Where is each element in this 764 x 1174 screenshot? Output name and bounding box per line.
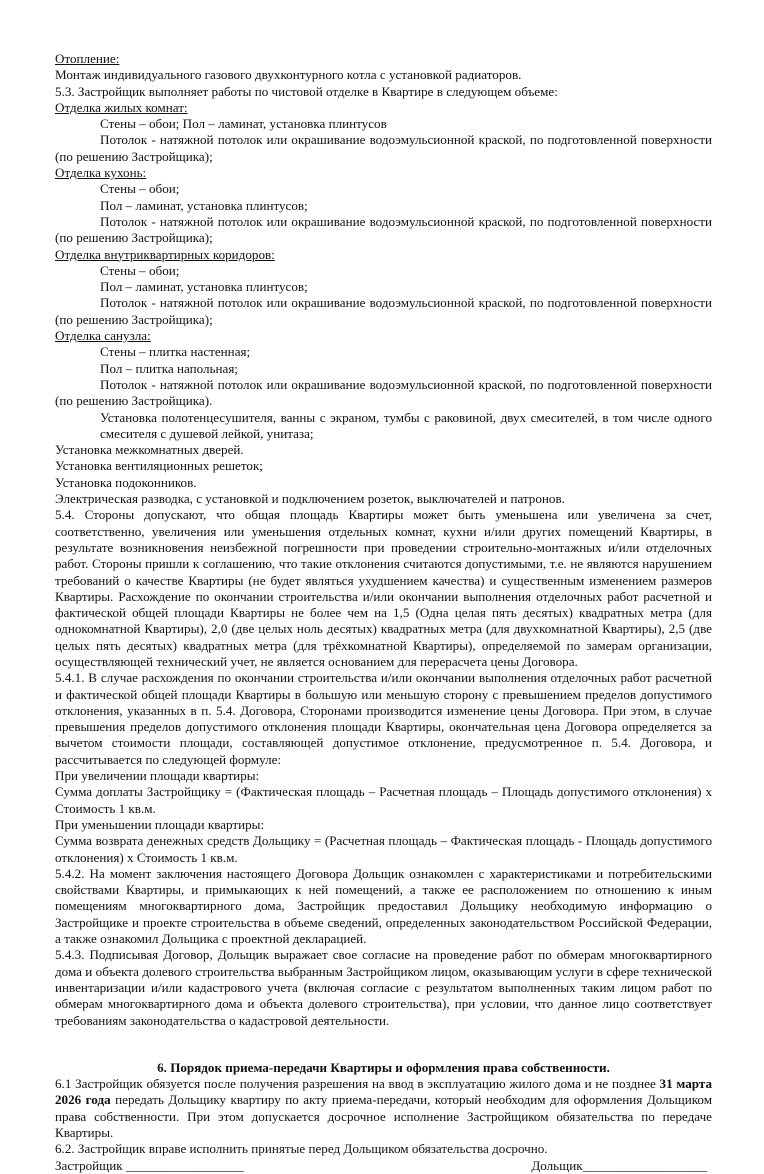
list-item: Установка полотенцесушителя, ванны с экраном, тумбы с раковиной, двух смесителей, в том числе одного смесителя с душевой лейкой, унитаза; [100,409,712,441]
list-item: Потолок - натяжной потолок или окрашивание водоэмульсионной краской, по подготовленной поверхности (по решению Застройщика); [55,132,712,164]
clause-6-1 [55,1076,712,1141]
paragraph: Установка межкомнатных дверей. [55,442,244,458]
heading-kitchens: Отделка кухонь: [55,165,147,181]
clause-5-4-3: 5.4.3. Подписывая Договор, Дольщик выражает свое согласие на проведение работ по обмерам многоквартирного дома и объекта долевого строительства выбранным Застройщиком лицом, оказывающим услуги в сфере технической инвентаризации и/или кадастрового учета (включая согласие с результатом выполненных таким лицом работ по обмерам многоквартирного дома и объекта долевого строительства), при условии, что данное лицо соответствует требованиям законодательства о кадастровой деятельности. [55,947,712,1028]
clause-6-2: 6.2. Застройщик вправе исполнить принятые перед Дольщиком обязательства досрочно. [55,1141,548,1157]
paragraph: Установка вентиляционных решеток; [55,458,263,474]
signature-row [55,1158,712,1174]
paragraph: При уменьшении площади квартиры: [55,816,265,832]
paragraph: Электрическая разводка, с установкой и подключением розеток, выключателей и патронов. [55,491,565,507]
paragraph: При увеличении площади квартиры: [55,768,260,784]
list-item: Стены – обои; [100,262,180,278]
section-6-heading: 6. Порядок приема-передачи Квартиры и оформления права собственности. [157,1059,610,1075]
list-item: Пол – плитка напольная; [100,360,238,376]
list-item: Стены – обои; [100,181,180,197]
paragraph: Установка подоконников. [55,474,197,490]
paragraph: Монтаж индивидуального газового двухконтурного котла с установкой радиаторов. [55,67,522,83]
clause-5-4-1: 5.4.1. В случае расхождения по окончании строительства и/или окончании выполнения отделочных работ расчетной и фактической общей площади Квартиры в большую или меньшую сторону с превышением пределов допустимого отклонения, указанных в п. 5.4. Договора, Сторонами производится изменение цены Договора. При этом, в случае превышения пределов допустимого отклонения площади Квартиры, окончательная цена Договора определяется за вычетом стоимости площади, составляющей допустимое отклонение, предусмотренное п. 5.4. Договора, и рассчитывается по следующей формуле: [55,670,712,767]
heading-bathroom: Отделка санузла: [55,328,151,344]
list-item: Потолок - натяжной потолок или окрашивание водоэмульсионной краской, по подготовленной поверхности (по решению Застройщика); [55,295,712,327]
signature-shareholder: Дольщик___________________ [531,1157,707,1173]
heading-corridors: Отделка внутриквартирных коридоров: [55,246,275,262]
clause-6-1-start: 6.1 Застройщик обязуется после получения разрешения на ввод в эксплуатацию жилого дома и не позднее [55,1076,660,1092]
clause-5-4: 5.4. Стороны допускают, что общая площадь Квартиры может быть уменьшена или увеличена за счет, соответственно, увеличения или уменьшения отдельных комнат, кухни и/или других помещений Квартиры, в результате возникновения неизбежной погрешности при проведении строительно-монтажных и/или отделочных работ. Стороны пришли к соглашению, что такие отклонения считаются допустимыми, т.е. не являются нарушением требований о качестве Квартиры (не будет являться ухудшением качества) и существенным изменением размеров Квартиры. Расхождение по окончании строительства и/или окончании выполнения отделочных работ расчетной и фактической общей площади Квартиры не более чем на 1,5 (Одна целая пять десятых) квадратных метра (для однокомнатной Квартиры), 2,0 (две целых ноль десятых) квадратных метра (для двухкомнатной Квартиры), 2,5 (две целых пять десятых) квадратных метра (для трёхкомнатной Квартиры), определяемой по замерам организации, осуществляющей технический учет, не является основанием для перерасчета цены Договора. [55,507,712,669]
clause-5-4-2: 5.4.2. На момент заключения настоящего Договора Дольщик ознакомлен с характеристиками и потребительскими свойствами Квартиры, и примыкающих к ней помещений, а также ее расположением по отношению к иным помещениям многоквартирного дома, Застройщик предоставил Дольщику необходимую информацию о Застройщике и проекте строительства в объеме сведений, определенных законодательством Российской Федерации, а также ознакомил Дольщика с проектной декларацией. [55,865,712,947]
deadline-date: 31 марта 2026 года [55,1076,712,1108]
formula-increase: Сумма доплаты Застройщику = (Фактическая площадь – Расчетная площадь – Площадь допустимого отклонения) х Стоимость 1 кв.м. [55,784,712,816]
signature-developer: Застройщик __________________ [55,1157,244,1173]
list-item: Потолок - натяжной потолок или окрашивание водоэмульсионной краской, по подготовленной поверхности (по решению Застройщика); [55,213,712,246]
list-item: Стены – обои; Пол – ламинат, установка плинтусов [100,116,387,132]
heading-living-rooms: Отделка жилых комнат: [55,99,188,115]
clause-6-1-end: передать Дольщику квартиру по акту приема-передачи, который необходим для оформления Дольщиком права собственности. При этом допускается досрочное исполнение Застройщиком обязательства по передаче Квартиры. [55,1092,713,1140]
list-item: Потолок - натяжной потолок или окрашивание водоэмульсионной краской, по подготовленной поверхности (по решению Застройщика). [55,376,712,409]
list-item: Стены – плитка настенная; [100,344,251,360]
heading-heating: Отопление: [55,51,120,66]
clause-5-3: 5.3. Застройщик выполняет работы по чистовой отделке в Квартире в следующем объеме: [55,83,558,99]
list-item: Пол – ламинат, установка плинтусов; [100,279,308,295]
list-item: Пол – ламинат, установка плинтусов; [100,197,308,213]
formula-decrease: Сумма возврата денежных средств Дольщику = (Расчетная площадь – Фактическая площадь - Площадь допустимого отклонения) х Стоимость 1 кв.м. [55,833,712,865]
